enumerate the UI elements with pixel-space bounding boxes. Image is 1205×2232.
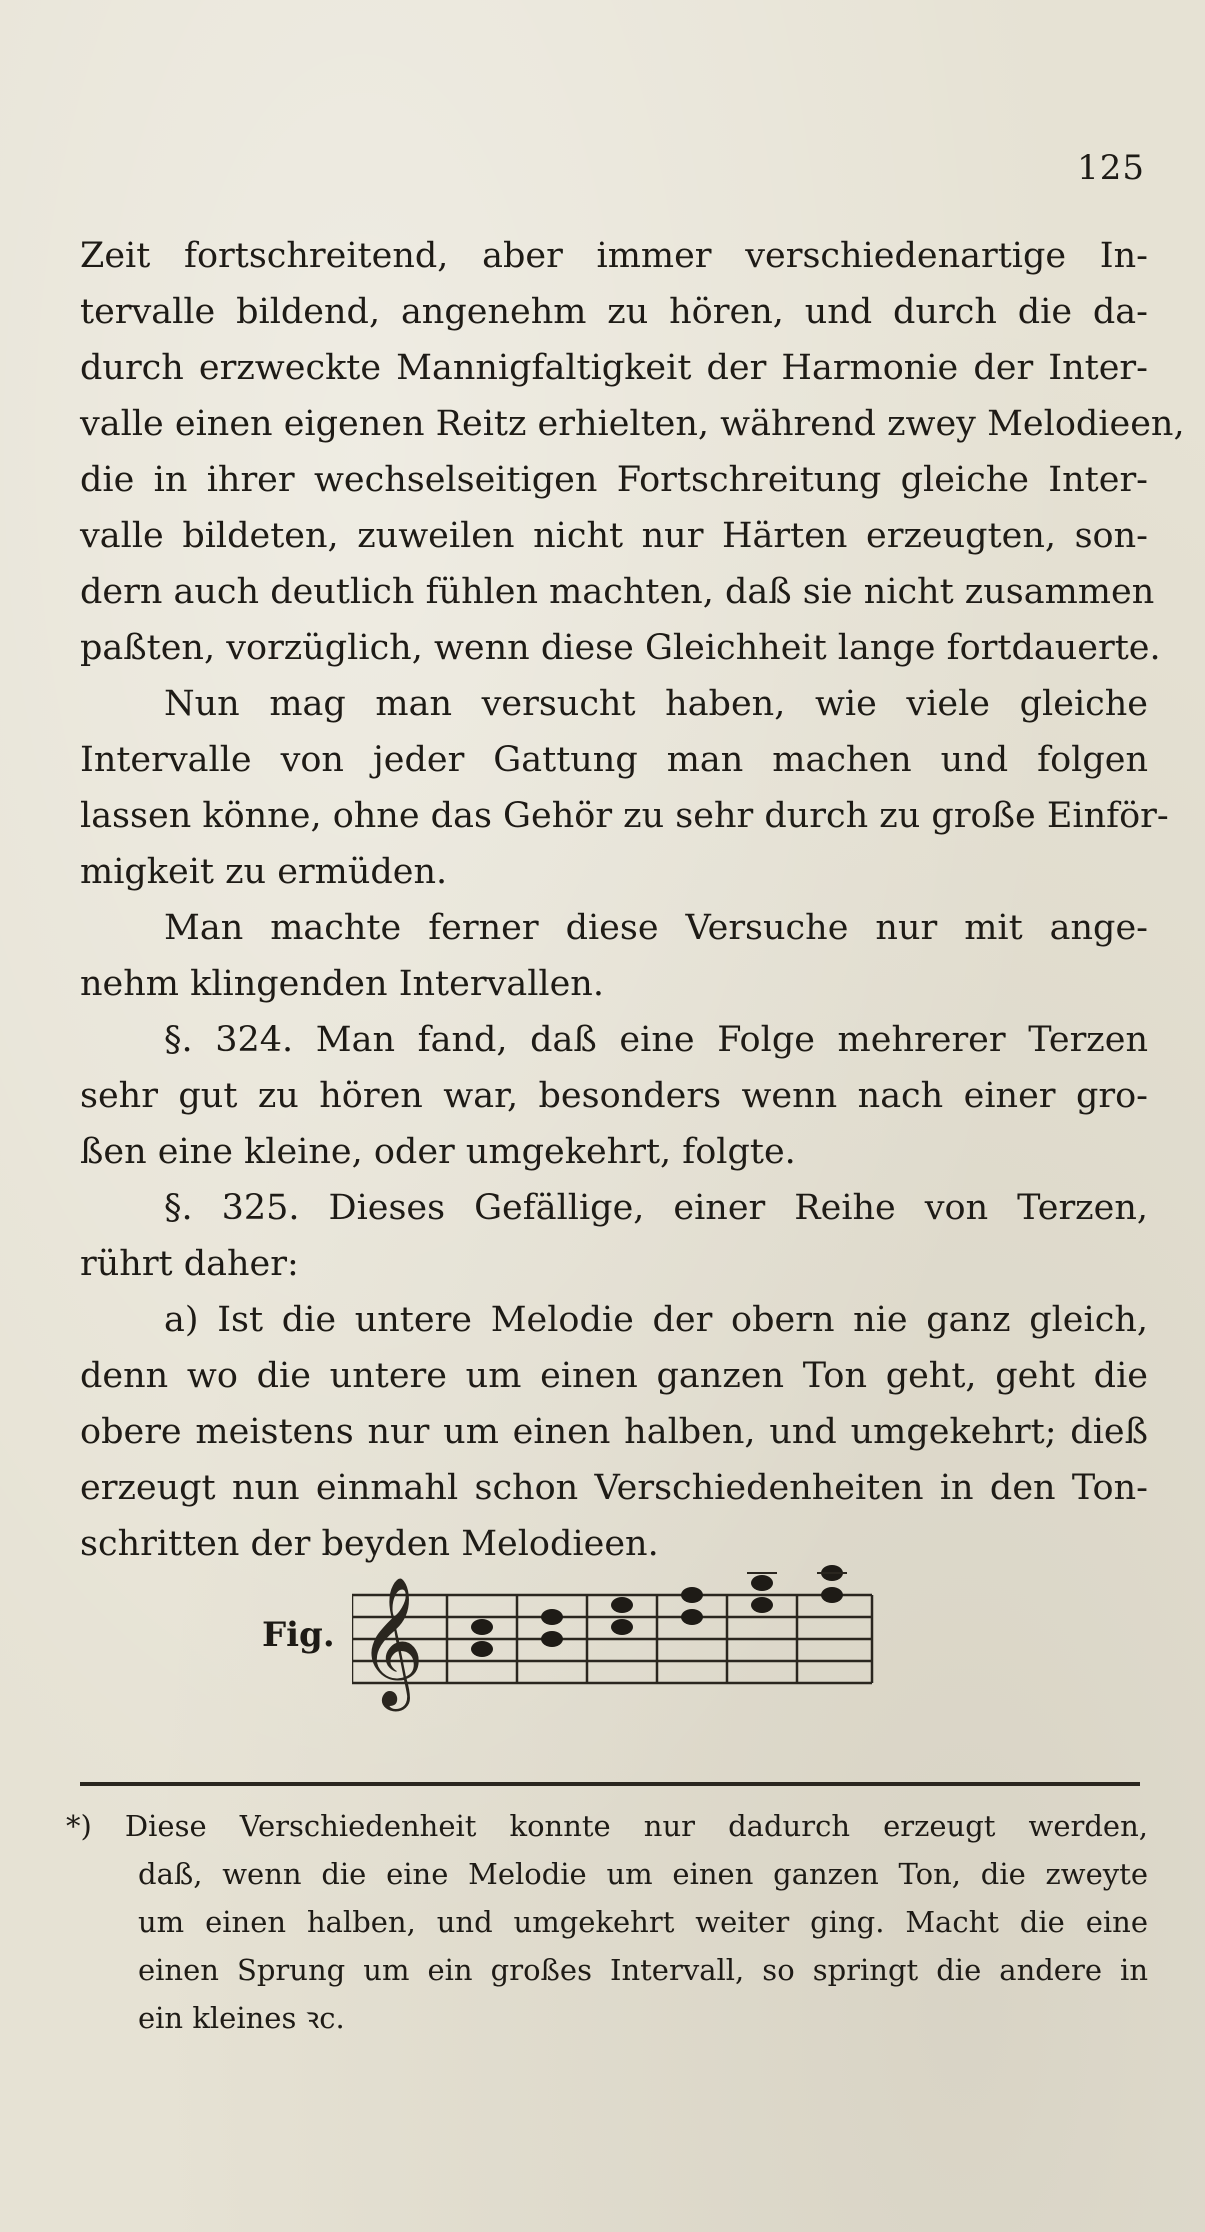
text-line: obere meistens nur um einen halben, und umgekehrt; dieß bbox=[80, 1412, 1148, 1452]
text-line: sehr gut zu hören war, besonders wenn nach einer gro- bbox=[80, 1076, 1148, 1116]
text-line: §. 325. Dieses Gefällige, einer Reihe von Terzen, bbox=[164, 1188, 1148, 1228]
text-line: §. 324. Man fand, daß eine Folge mehrerer Terzen bbox=[164, 1020, 1148, 1060]
music-staff bbox=[352, 1555, 1142, 1715]
text-line: Intervalle von jeder Gattung man machen und folgen bbox=[80, 740, 1148, 780]
footnote-line: daß, wenn die eine Melodie um einen ganzen Ton, die zweyte bbox=[138, 1857, 1148, 1891]
page-number: 125 bbox=[1077, 148, 1145, 188]
text-line: dern auch deutlich fühlen machten, daß sie nicht zusammen bbox=[80, 572, 1155, 612]
footnote-rule bbox=[80, 1782, 1140, 1786]
text-line: denn wo die untere um einen ganzen Ton geht, geht die bbox=[80, 1356, 1148, 1396]
text-line: schritten der beyden Melodieen. bbox=[80, 1524, 659, 1564]
footnote-line: *) Diese Verschiedenheit konnte nur dadurch erzeugt werden, bbox=[66, 1809, 1148, 1843]
text-line: a) Ist die untere Melodie der obern nie ganz gleich, bbox=[164, 1300, 1148, 1340]
footnote-line: um einen halben, und umgekehrt weiter ging. Macht die eine bbox=[138, 1905, 1148, 1939]
text-line: erzeugt nun einmahl schon Verschiedenheiten in den Ton- bbox=[80, 1468, 1148, 1508]
text-line: Nun mag man versucht haben, wie viele gleiche bbox=[164, 684, 1148, 724]
text-line: tervalle bildend, angenehm zu hören, und durch die da- bbox=[80, 292, 1148, 332]
footnote-line: ein kleines ꝛc. bbox=[138, 2001, 345, 2035]
treble-clef-icon: 𝄞 bbox=[358, 1576, 425, 1706]
text-line: durch erzweckte Mannigfaltigkeit der Harmonie der Inter- bbox=[80, 348, 1148, 388]
text-line: rührt daher: bbox=[80, 1244, 299, 1284]
text-line: ßen eine kleine, oder umgekehrt, folgte. bbox=[80, 1132, 796, 1172]
text-line: paßten, vorzüglich, wenn diese Gleichheit lange fortdauerte. bbox=[80, 628, 1161, 668]
text-line: Man machte ferner diese Versuche nur mit ange- bbox=[164, 908, 1148, 948]
text-line: valle einen eigenen Reitz erhielten, während zwey Melodieen, bbox=[80, 404, 1185, 444]
text-line: Zeit fortschreitend, aber immer verschiedenartige In- bbox=[80, 236, 1148, 276]
text-line: lassen könne, ohne das Gehör zu sehr durch zu große Einför- bbox=[80, 796, 1169, 836]
text-line: nehm klingenden Intervallen. bbox=[80, 964, 604, 1004]
figure-label: Fig. bbox=[262, 1615, 335, 1655]
text-line: migkeit zu ermüden. bbox=[80, 852, 448, 892]
footnote-line: einen Sprung um ein großes Intervall, so springt die andere in bbox=[138, 1953, 1148, 1987]
text-line: valle bildeten, zuweilen nicht nur Härten erzeugten, son- bbox=[80, 516, 1148, 556]
text-line: die in ihrer wechselseitigen Fortschreitung gleiche Inter- bbox=[80, 460, 1148, 500]
